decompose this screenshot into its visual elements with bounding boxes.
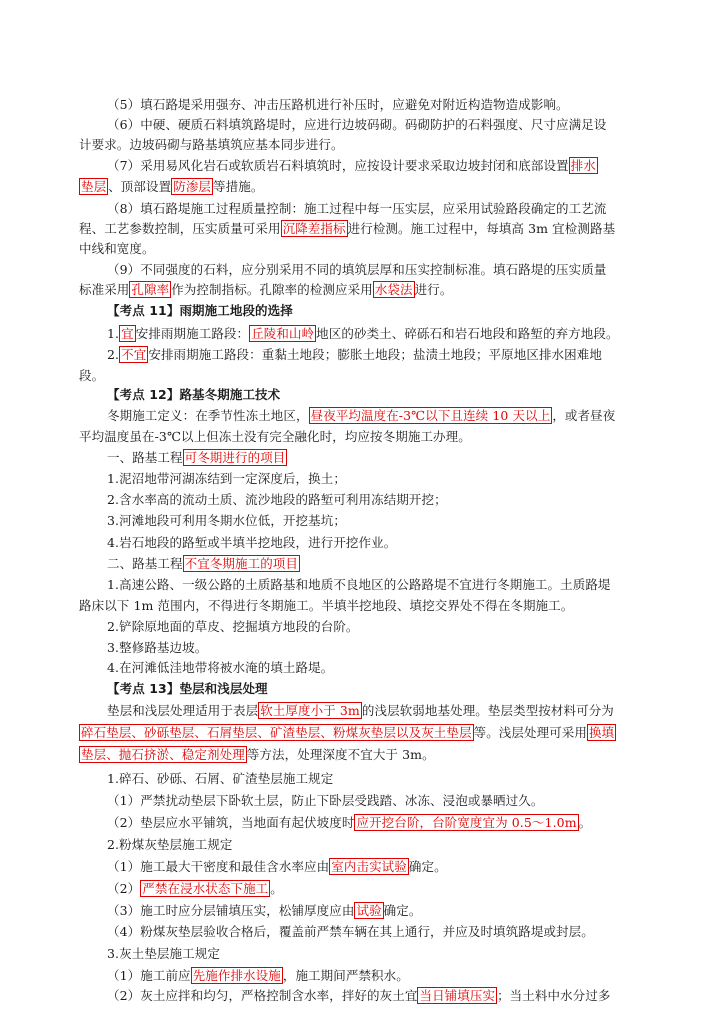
highlighted-term: 孔隙率	[131, 282, 170, 297]
text-line	[79, 596, 659, 616]
text-segment: （1）施工最大干密度和最佳含水率应由	[107, 859, 330, 874]
text-segment: 1.泥沼地带河湖冻结到一定深度后，换土；	[107, 471, 346, 486]
text-line	[79, 239, 659, 259]
text-line	[79, 219, 659, 239]
text-line	[107, 533, 687, 553]
text-segment: 中线和宽度。	[79, 241, 155, 256]
highlighted-term: 垫层、抛石挤淤、稳定剂处理	[81, 747, 245, 762]
text-line	[107, 638, 687, 658]
text-segment: 进行检测。施工过程中，每填高 3m 宜检测路基	[347, 221, 616, 236]
text-segment: （1）施工前应	[107, 968, 191, 983]
text-segment: 等方法，处理深度不宜大于 3m。	[246, 747, 435, 762]
highlighted-term: 不宜	[121, 347, 147, 362]
text-line	[107, 260, 687, 280]
text-segment: 进行。	[414, 282, 453, 297]
text-segment: 垫层和浅层处理适用于表层	[107, 703, 259, 718]
text-line	[107, 156, 687, 176]
text-segment: 。	[578, 815, 592, 830]
text-segment: 确定。	[383, 903, 422, 918]
section-heading	[107, 679, 687, 699]
text-line	[107, 115, 687, 135]
section-heading	[107, 301, 687, 321]
text-line	[107, 901, 687, 921]
text-segment: 作为控制指标。孔隙率的检测应采用	[171, 282, 373, 297]
highlighted-term: 试验	[356, 903, 382, 918]
text-segment: 冬期施工定义：在季节性冻土地区，	[107, 408, 309, 423]
text-segment: 等。浅层处理可采用	[473, 725, 588, 740]
text-segment: （7）采用易风化岩石或软质岩石料填筑时，应按设计要求采取边坡封闭和底部设置	[107, 158, 569, 173]
text-segment: 安排雨期施工路段：	[135, 326, 250, 341]
text-segment: 2.	[107, 347, 120, 362]
text-segment: 段。	[79, 368, 105, 383]
highlighted-term: 水袋法	[374, 282, 413, 297]
text-segment: 确定。	[408, 859, 447, 874]
text-segment: ；当土料中水分过多	[497, 988, 611, 1003]
text-line	[107, 469, 687, 489]
text-segment: 1.高速公路、一级公路的土质路基和地质不良地区的公路路堤不宜进行冬期施工。土质路堤	[107, 577, 611, 592]
text-line	[107, 345, 687, 365]
text-segment: 地区的砂类土、碎砾石和岩石地段和路堑的弃方地段。	[316, 326, 619, 341]
text-line	[107, 199, 687, 219]
highlighted-term: 可冬期进行的项目	[184, 450, 286, 465]
text-segment: 的浅层软弱地基处理。垫层类型按材料可分为	[361, 703, 614, 718]
highlighted-term: 排水	[570, 158, 596, 173]
highlighted-term: 防渗层	[173, 179, 212, 194]
text-segment: （1）严禁扰动垫层下卧软土层，防止下卧层受践踏、冰冻、浸泡或暴晒过久。	[107, 793, 544, 808]
text-segment: 2.含水率高的流动土质、流沙地段的路堑可利用冻结期开挖；	[107, 492, 447, 507]
text-segment: （5）填石路堤采用强夯、冲击压路机进行补压时，应避免对附近构造物造成影响。	[107, 97, 569, 112]
text-line	[107, 324, 687, 344]
text-segment: 平均温度虽在-3℃以上但冻土没有完全融化时，均应按冬期施工办理。	[79, 429, 471, 444]
highlighted-term: 当日铺填压实	[419, 988, 496, 1003]
text-line	[107, 813, 687, 833]
text-line	[107, 879, 687, 899]
text-line	[107, 95, 687, 115]
text-line	[107, 791, 687, 811]
text-segment: 安排雨期施工路段：重黏土地段；膨胀土地段；盐渍土地段；平原地区排水困难地	[148, 347, 602, 362]
text-segment: 2.粉煤灰垫层施工规定	[107, 837, 233, 852]
highlighted-term: 碎石垫层、砂砾垫层、石屑垫层、矿渣垫层、粉煤灰垫层以及灰土垫层	[81, 725, 472, 740]
text-segment: 【考点 12】路基冬期施工技术	[107, 387, 281, 402]
text-segment: （8）填石路堤施工过程质量控制：施工过程中每一压实层，应采用试验路段确定的工艺流	[107, 201, 607, 216]
highlighted-term: 软土厚度小于 3m	[260, 703, 360, 718]
text-segment: 二、路基工程	[107, 556, 183, 571]
text-segment: 标准采用	[79, 282, 130, 297]
highlighted-term: 先施作排水设施	[192, 968, 281, 983]
text-line	[79, 745, 659, 765]
text-line	[107, 575, 687, 595]
text-line	[107, 658, 687, 678]
text-segment: 等措施。	[213, 179, 264, 194]
highlighted-term: 应开挖台阶，台阶宽度宜为 0.5～1.0m	[356, 815, 577, 830]
highlighted-term: 不宜冬期施工的项目	[184, 556, 299, 571]
text-line	[107, 701, 687, 721]
text-segment: ，或者昼夜	[552, 408, 616, 423]
text-segment: 2.铲除原地面的草皮、挖掘填方地段的台阶。	[107, 619, 359, 634]
text-segment: 程、工艺参数控制，压实质量可采用	[79, 221, 281, 236]
highlighted-term: 沉降差指标	[282, 221, 346, 236]
text-segment: 【考点 11】雨期施工地段的选择	[107, 303, 293, 318]
text-line	[107, 769, 687, 789]
highlighted-term: 昼夜平均温度在-3℃以下且连续 10 天以上	[310, 408, 551, 423]
highlighted-term: 宜	[121, 326, 134, 341]
text-segment: （9）不同强度的石料，应分别采用不同的填筑层厚和压实控制标准。填石路堤的压实质量	[107, 262, 607, 277]
text-segment: 一、路基工程	[107, 450, 183, 465]
text-line	[107, 986, 687, 1006]
text-segment: 、顶部设置	[108, 179, 172, 194]
text-line	[79, 177, 659, 197]
highlighted-term: 垫层	[81, 179, 107, 194]
text-segment: ，施工期间严禁积水。	[282, 968, 409, 983]
section-heading	[107, 385, 687, 405]
highlighted-term: 换填	[589, 725, 615, 740]
text-line	[107, 490, 687, 510]
text-line	[79, 135, 659, 155]
text-segment: 3.灰土垫层施工规定	[107, 946, 220, 961]
text-segment: （2）灰土应拌和均匀，严格控制含水率，拌好的灰土宜	[107, 988, 418, 1003]
text-line	[107, 448, 687, 468]
text-segment: （3）施工时应分层铺填压实，松铺厚度应由	[107, 903, 355, 918]
text-line	[79, 723, 659, 743]
text-segment: 3.河滩地段可利用冬期水位低，开挖基坑；	[107, 513, 346, 528]
text-line	[107, 944, 687, 964]
highlighted-term: 丘陵和山岭	[251, 326, 315, 341]
text-segment: 4.在河滩低洼地带将被水淹的填土路堤。	[107, 660, 334, 675]
text-line	[107, 406, 687, 426]
highlighted-term: 严禁在浸水状态下施工	[142, 881, 269, 896]
text-segment: （2）垫层应水平铺筑，当地面有起伏坡度时	[107, 815, 355, 830]
text-line	[107, 511, 687, 531]
text-segment: 4.岩石地段的路堑或半填半挖地段，进行开挖作业。	[107, 535, 397, 550]
text-segment: 计要求。边坡码砌与路基填筑应基本同步进行。	[79, 137, 344, 152]
text-line	[107, 966, 687, 986]
text-segment: 。	[270, 881, 283, 896]
text-line	[79, 366, 659, 386]
text-segment: 1.	[107, 326, 120, 341]
text-line	[107, 617, 687, 637]
text-line	[79, 280, 659, 300]
text-segment: 【考点 13】垫层和浅层处理	[107, 681, 268, 696]
highlighted-term: 室内击实试验	[331, 859, 407, 874]
text-line	[107, 857, 687, 877]
text-segment: 路床以下 1m 范围内，不得进行冬期施工。半填半挖地段、填挖交界处不得在冬期施工。	[79, 598, 574, 613]
text-segment: 1.碎石、砂砾、石屑、矿渣垫层施工规定	[107, 771, 334, 786]
text-segment: （4）粉煤灰垫层验收合格后，覆盖前严禁车辆在其上通行，并应及时填筑路堤或封层。	[107, 924, 594, 939]
text-line	[107, 835, 687, 855]
text-line	[107, 554, 687, 574]
text-line	[107, 922, 687, 942]
text-line	[79, 427, 659, 447]
text-segment: （2）	[107, 881, 141, 896]
text-segment: （6）中硬、硬质石料填筑路堤时，应进行边坡码砌。码砌防护的石料强度、尺寸应满足设	[107, 117, 607, 132]
text-segment: 3.整修路基边坡。	[107, 640, 208, 655]
